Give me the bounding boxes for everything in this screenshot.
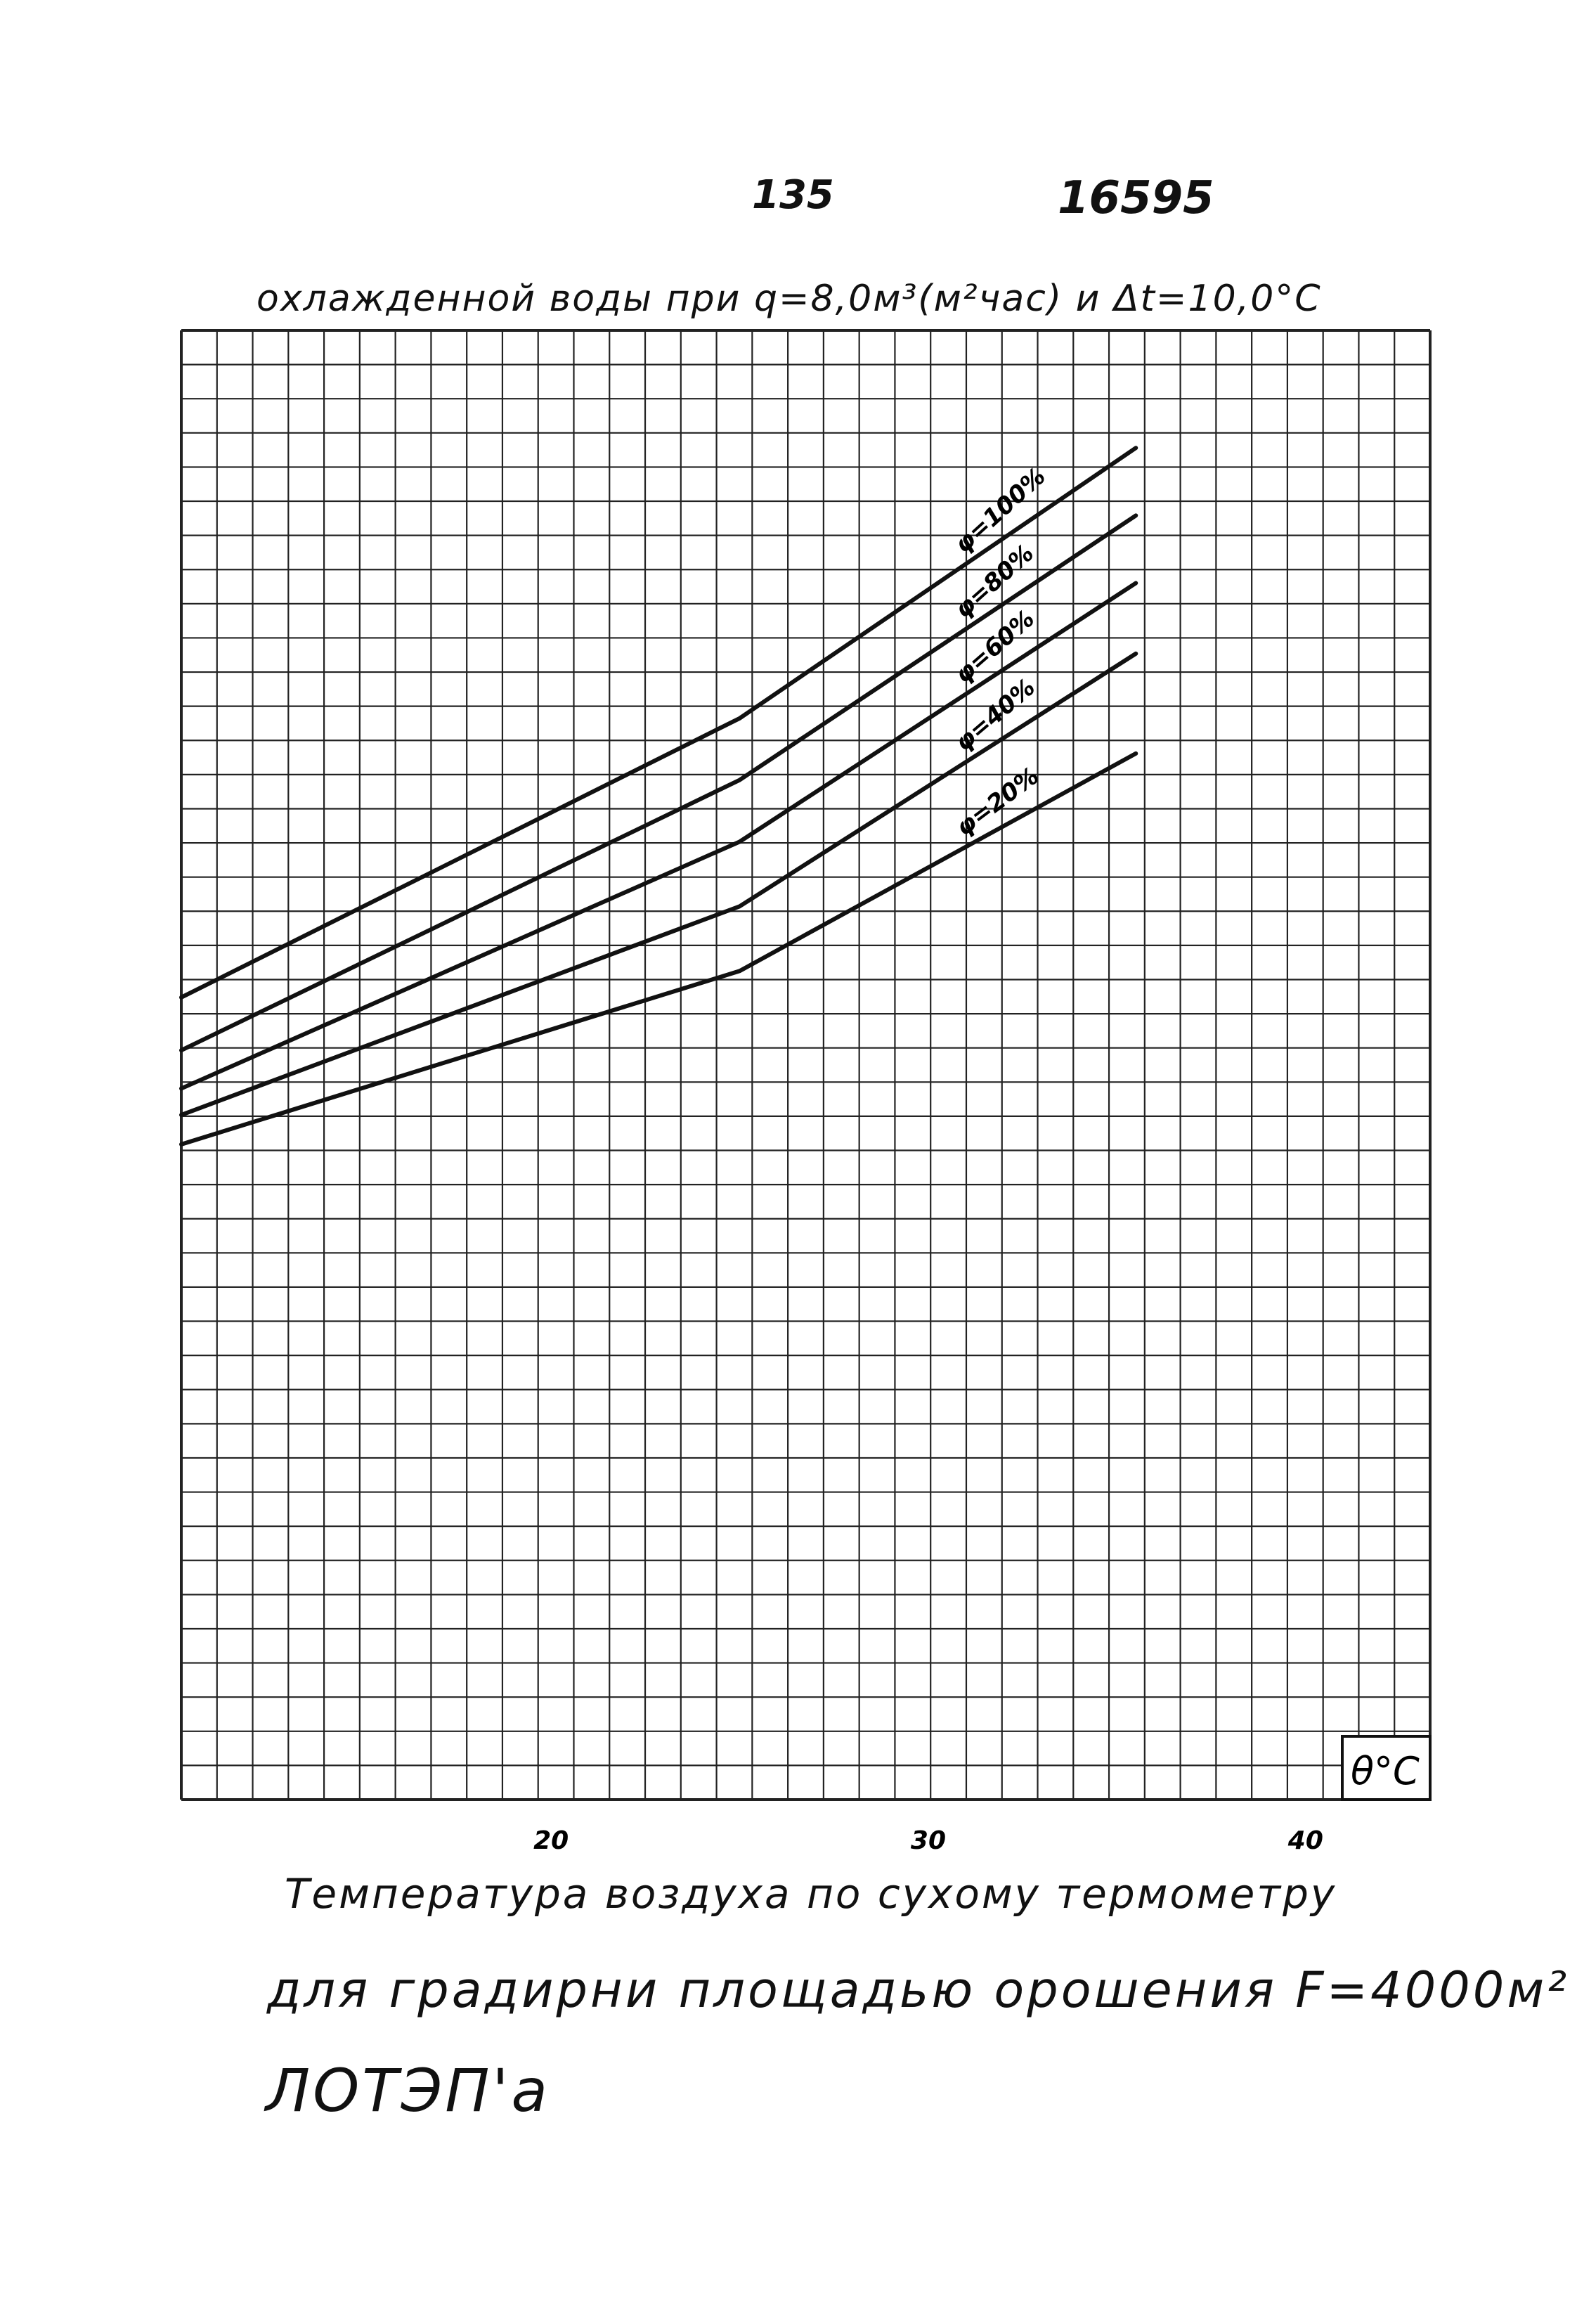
series-label: φ=40% xyxy=(949,673,1041,757)
chart-title: охлажденной воды при q=8,0м³(м²час) и Δt=10,0°C xyxy=(257,278,1322,320)
unit-label: θ°C xyxy=(1351,1749,1420,1793)
footer-caption: для градирни площадью орошения F=4000м² xyxy=(267,1961,1570,2019)
x-tick-label: 30 xyxy=(910,1826,947,1855)
chart-labels xyxy=(533,463,1323,1855)
unit-box xyxy=(1342,1736,1430,1800)
x-axis-label: Температура воздуха по сухому термометру xyxy=(285,1870,1337,1918)
series-label: φ=80% xyxy=(949,538,1040,624)
document-number: 16595 xyxy=(1058,172,1214,224)
x-tick-label: 20 xyxy=(533,1826,569,1855)
chart-grid xyxy=(181,330,1430,1800)
series-label: φ=60% xyxy=(949,605,1040,690)
footer-stamp: ЛОТЭП'а xyxy=(266,2056,550,2125)
x-tick-label: 40 xyxy=(1287,1826,1323,1855)
series-label: φ=100% xyxy=(949,462,1051,559)
page-number: 135 xyxy=(752,172,834,218)
series-label: φ=20% xyxy=(950,761,1044,842)
